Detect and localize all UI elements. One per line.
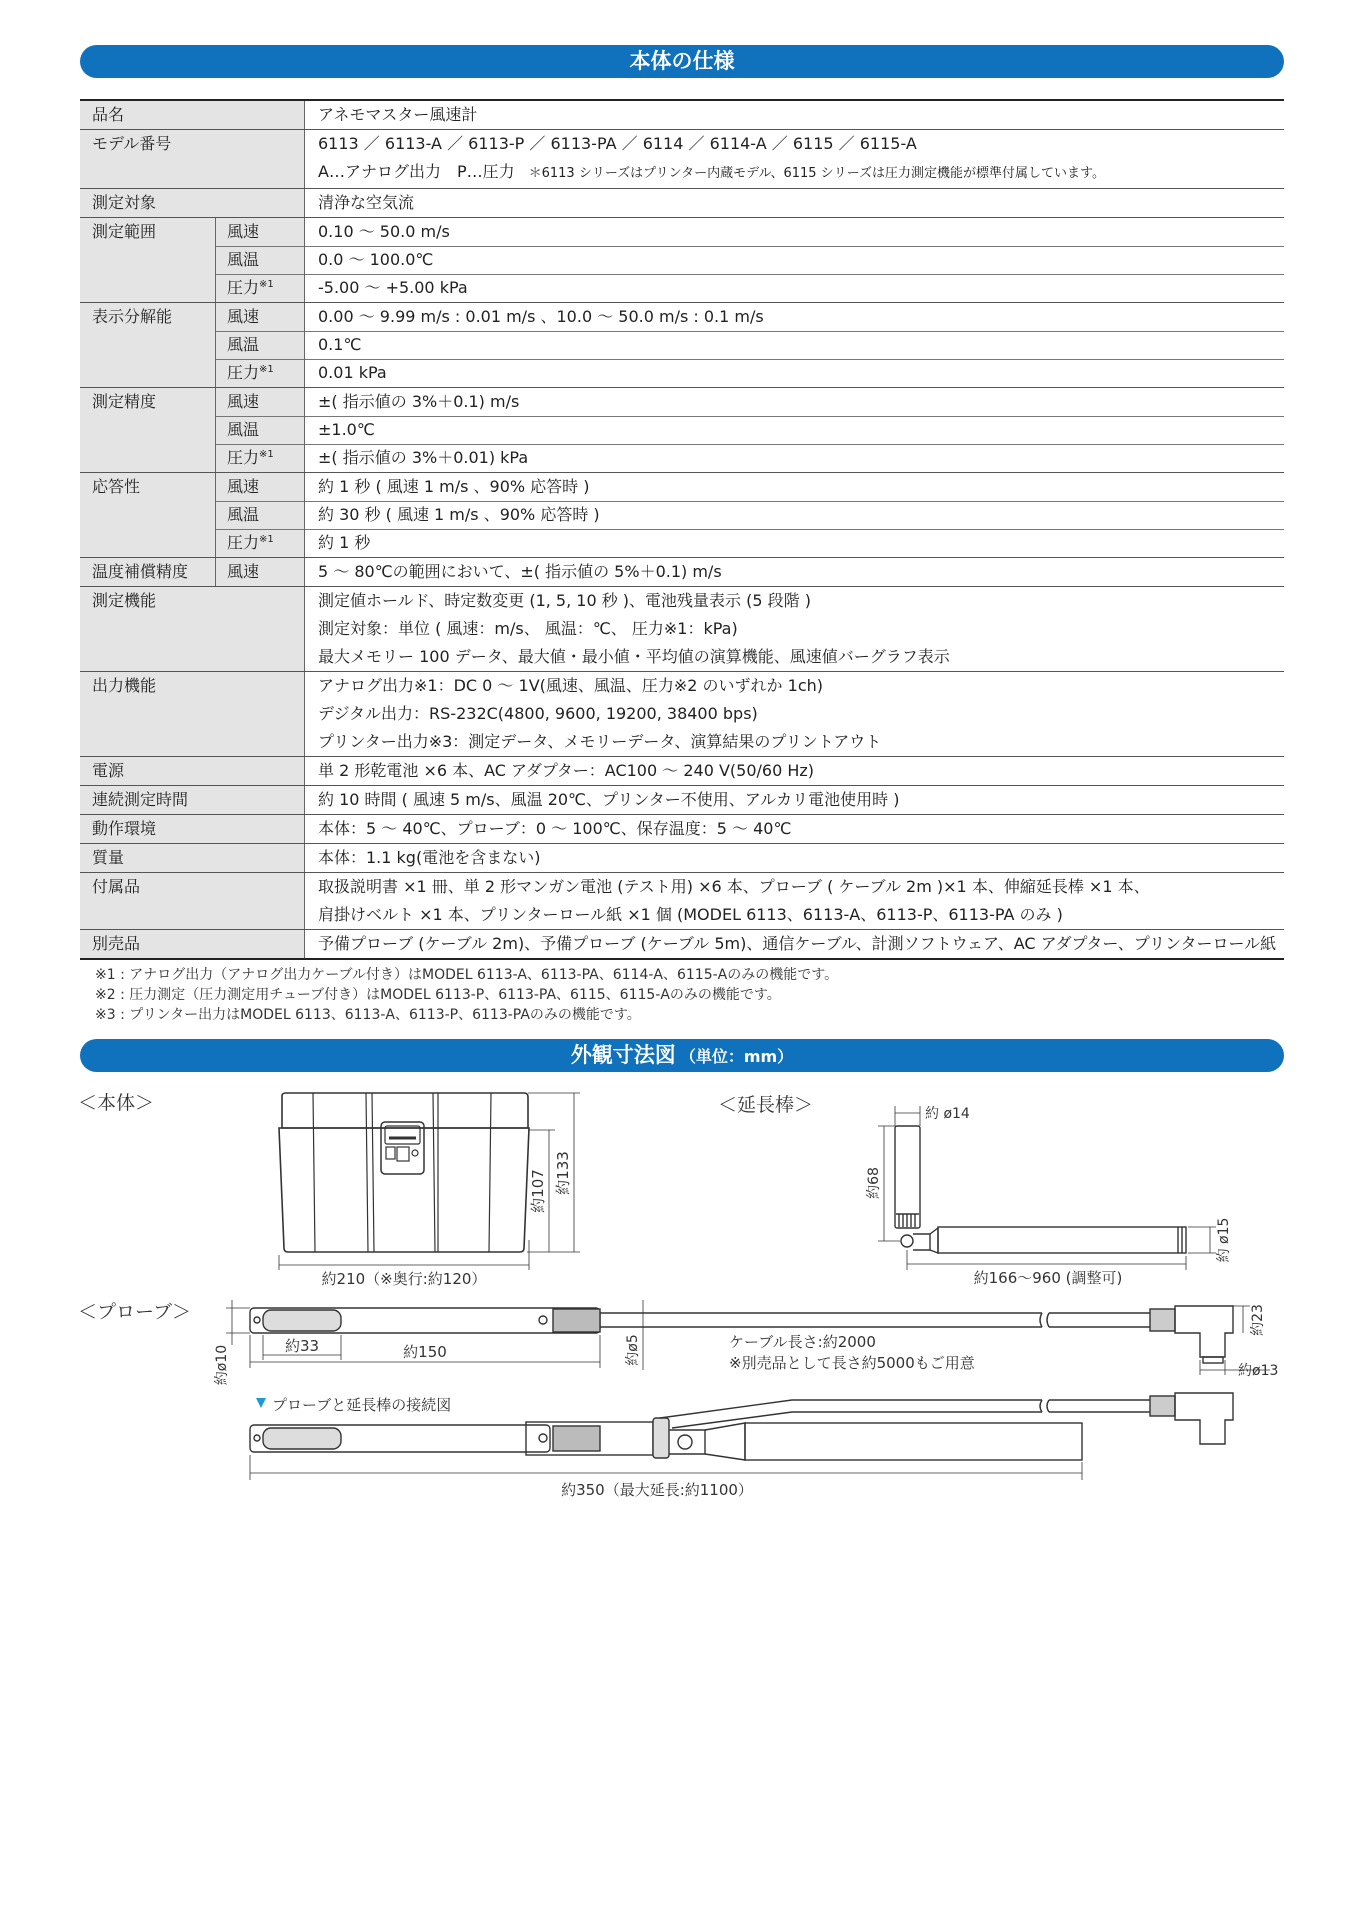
- footnote-3: ※3 : プリンター出力はMODEL 6113、6113-A、6113-P、6113-PAのみの機能です。: [95, 1007, 641, 1023]
- spec-row-label: 別売品: [80, 930, 304, 958]
- spec-value-text: 最大メモリー 100 データ、最大値・最小値・平均値の演算機能、風速値バーグラフ表示: [318, 647, 950, 666]
- probe-cable-note: ※別売品として長さ約5000もご用意: [729, 1354, 975, 1372]
- probe-cable-length: ケーブル長さ:約2000: [729, 1333, 876, 1351]
- spec-value-text: 単 2 形乾電池 ×6 本、AC アダプター：AC100 ～ 240 V(50/60 Hz): [318, 761, 815, 780]
- sublabel-text: 圧力: [227, 363, 260, 382]
- spec-row-label: 出力機能: [80, 672, 304, 756]
- dimension-unit: （単位：mm）: [679, 1047, 794, 1066]
- footnote-2: ※2 : 圧力測定（圧力測定用チューブ付き）はMODEL 6113-P、6113-PA、6115、6115-Aのみの機能です。: [95, 987, 781, 1003]
- footnote-ref: ※1: [259, 449, 274, 460]
- sublabel-text: 風速: [227, 392, 260, 411]
- rod-top-diameter-dimension: 約 ø14: [925, 1106, 970, 1122]
- spec-row-label: 温度補償精度: [80, 558, 215, 586]
- spec-row-label: 測定範囲: [80, 218, 215, 302]
- spec-value-note: ＊6113 シリーズはプリンター内蔵モデル、6115 シリーズは圧力測定機能が標準付属しています。: [528, 166, 1105, 181]
- spec-row-label: 測定機能: [80, 587, 304, 671]
- sublabel-text: 風温: [227, 420, 260, 439]
- sublabel-text: 風温: [227, 505, 260, 524]
- spec-row-label: 連続測定時間: [80, 786, 304, 814]
- spec-value-text: 5 ～ 80℃の範囲において、±( 指示値の 5%＋0.1) m/s: [318, 562, 722, 581]
- spec-row-label: 付属品: [80, 873, 304, 929]
- probe-sensor-length-dimension: 約33: [284, 1337, 320, 1355]
- spec-value-text: 測定対象：単位 ( 風速：m/s、 風温：℃、 圧力※1：kPa): [318, 619, 738, 638]
- spec-value-text: 0.0 ～ 100.0℃: [318, 250, 434, 269]
- rod-drawing: [895, 1126, 1186, 1253]
- dimension-section-title: 外観寸法図: [570, 1043, 676, 1067]
- spec-value-text: 0.10 ～ 50.0 m/s: [318, 222, 450, 241]
- spec-value-text: アナログ出力※1：DC 0 ～ 1V(風速、風温、圧力※2 のいずれか 1ch): [318, 676, 824, 695]
- sublabel-text: 風速: [227, 307, 260, 326]
- rod-dimensions: [878, 1106, 1216, 1270]
- sublabel-text: 圧力: [227, 533, 260, 552]
- spec-value-text: 肩掛けベルト ×1 本、プリンターロール紙 ×1 個 (MODEL 6113、6113-A、6113-P、6113-PA のみ ): [318, 905, 1063, 924]
- spec-value-text: 約 10 時間 ( 風速 5 m/s、風温 20℃、プリンター不使用、アルカリ電池使用時 ): [318, 790, 900, 809]
- connection-dimensions: [250, 1455, 1082, 1480]
- spec-value-text: 約 30 秒 ( 風速 1 m/s 、90% 応答時 ): [318, 505, 600, 524]
- spec-value-text: デジタル出力：RS-232C(4800, 9600, 19200, 38400 bps): [318, 704, 758, 723]
- spec-value-text: 清浄な空気流: [318, 193, 415, 212]
- spec-row-label: 質量: [80, 844, 304, 872]
- footnote-ref: ※1: [259, 279, 274, 290]
- triangle-marker-icon: [256, 1398, 266, 1408]
- spec-value-text: 6113 ／ 6113-A ／ 6113-P ／ 6113-PA ／ 6114 ／ 6114-A ／ 6115 ／ 6115-A: [318, 134, 917, 153]
- probe-connector-height-dimension: 約23: [1250, 1304, 1266, 1336]
- spec-row-label: 測定精度: [80, 388, 215, 472]
- sublabel-text: 風温: [227, 250, 260, 269]
- sublabel-text: 圧力: [227, 278, 260, 297]
- probe-length-dimension: 約150: [403, 1343, 447, 1361]
- spec-row-label: 電源: [80, 757, 304, 785]
- spec-row-label: 応答性: [80, 473, 215, 557]
- spec-row-label: モデル番号: [80, 130, 304, 188]
- rod-diameter-dimension: 約 ø15: [1216, 1217, 1232, 1263]
- body-inner-height-dimension: 約107: [529, 1169, 547, 1213]
- rod-length-dimension: 約166～960 (調整可): [973, 1269, 1123, 1287]
- spec-value-text: ±( 指示値の 3%＋0.01) kPa: [318, 448, 529, 467]
- spec-value-text: 約 1 秒 ( 風速 1 m/s 、90% 応答時 ): [318, 477, 590, 496]
- spec-value-text: A…アナログ出力 P…圧力: [318, 162, 515, 181]
- probe-diameter-dimension: 約ø10: [214, 1344, 230, 1386]
- spec-value-text: 0.00 ～ 9.99 m/s : 0.01 m/s 、10.0 ～ 50.0 m/s : 0.1 m/s: [318, 307, 764, 326]
- body-width-dimension: 約210（※奥行:約120）: [321, 1270, 487, 1288]
- spec-value-text: 約 1 秒: [318, 533, 371, 552]
- spec-row-label: 動作環境: [80, 815, 304, 843]
- footnote-1: ※1 : アナログ出力（アナログ出力ケーブル付き）はMODEL 6113-A、6113-PA、6114-A、6115-Aのみの機能です。: [95, 967, 839, 983]
- spec-row-label: 測定対象: [80, 189, 304, 217]
- rod-diagram-label: ＜延長棒＞: [718, 1094, 814, 1116]
- rod-top-length-dimension: 約68: [866, 1167, 882, 1199]
- body-diagram-label: ＜本体＞: [78, 1092, 155, 1114]
- spec-row-label: 品名: [80, 101, 304, 129]
- probe-cable-diameter-dimension: 約ø5: [625, 1334, 641, 1366]
- spec-value-text: 取扱説明書 ×1 冊、単 2 形マンガン電池 (テスト用) ×6 本、プローブ ( ケーブル 2m )×1 本、伸縮延長棒 ×1 本、: [318, 877, 1150, 896]
- connection-length-dimension: 約350（最大延長:約1100）: [561, 1481, 753, 1499]
- sublabel-text: 風速: [227, 562, 260, 581]
- sublabel-text: 風速: [227, 477, 260, 496]
- spec-value-text: ±1.0℃: [318, 420, 375, 439]
- spec-value-text: -5.00 ～ +5.00 kPa: [318, 278, 468, 297]
- footnote-ref: ※1: [259, 364, 274, 375]
- sublabel-text: 圧力: [227, 448, 260, 467]
- sublabel-text: 風速: [227, 222, 260, 241]
- spec-value-text: 測定値ホールド、時定数変更 (1, 5, 10 秒 )、電池残量表示 (5 段階 ): [318, 591, 811, 610]
- spec-value-text: 本体：1.1 kg(電池を含まない): [318, 848, 541, 867]
- probe-connector-diameter-dimension: 約ø13: [1238, 1363, 1279, 1379]
- spec-row-label: 表示分解能: [80, 303, 215, 387]
- footnote-ref: ※1: [259, 534, 274, 545]
- body-outer-height-dimension: 約133: [554, 1151, 572, 1195]
- probe-diagram-label: ＜プローブ＞: [78, 1301, 192, 1323]
- spec-value-text: 予備プローブ (ケーブル 2m)、予備プローブ (ケーブル 5m)、通信ケーブル、計測ソフトウェア、AC アダプター、プリンターロール紙: [318, 934, 1277, 953]
- connection-diagram-label: プローブと延長棒の接続図: [272, 1396, 452, 1414]
- spec-value-text: プリンター出力※3：測定データ、メモリーデータ、演算結果のプリントアウト: [318, 732, 882, 751]
- spec-value-text: 0.1℃: [318, 335, 362, 354]
- spec-value-text: アネモマスター風速計: [318, 105, 478, 124]
- spec-section-title: 本体の仕様: [629, 49, 735, 73]
- spec-value-text: ±( 指示値の 3%＋0.1) m/s: [318, 392, 520, 411]
- body-drawing: [279, 1093, 529, 1252]
- sublabel-text: 風温: [227, 335, 260, 354]
- spec-value-text: 0.01 kPa: [318, 363, 387, 382]
- spec-value-text: 本体：5 ～ 40℃、プローブ：0 ～ 100℃、保存温度：5 ～ 40℃: [318, 819, 792, 838]
